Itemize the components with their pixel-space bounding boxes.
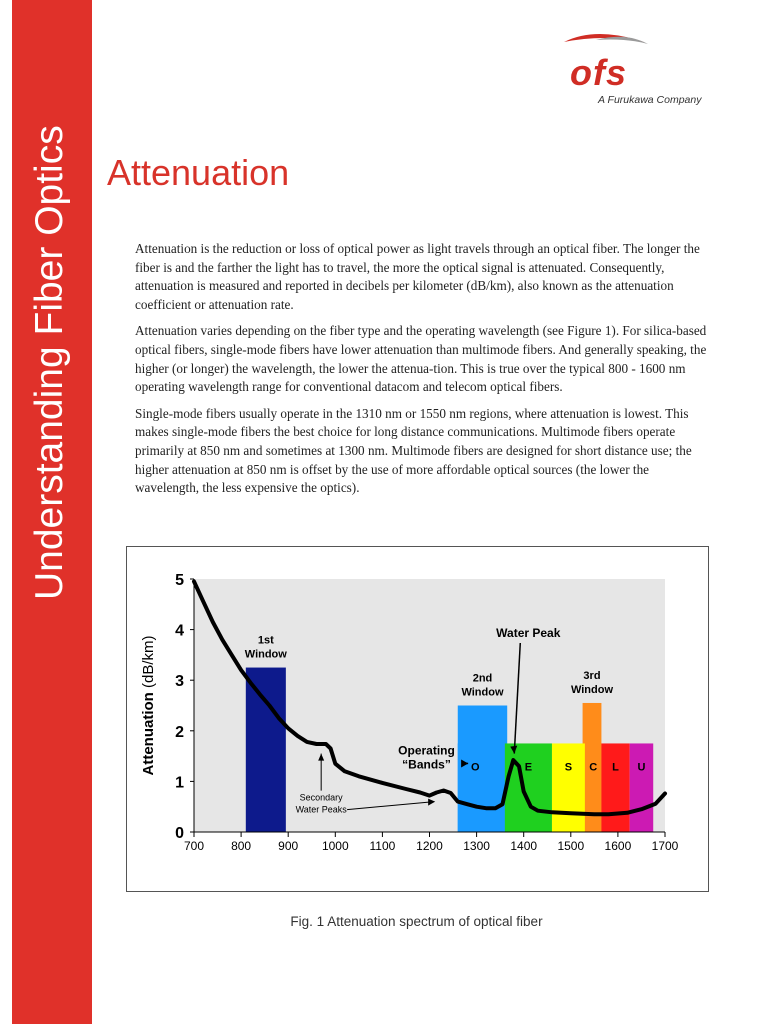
sidebar-title: Understanding Fiber Optics <box>28 125 71 600</box>
y-tick-label: 2 <box>175 723 184 741</box>
operating-bands-label: “Bands” <box>402 757 451 772</box>
y-tick-label: 4 <box>175 622 184 640</box>
x-tick-label: 1700 <box>651 839 679 853</box>
operating-bands-label: Operating <box>398 743 455 758</box>
band-label: U <box>637 761 646 774</box>
x-tick-label: 1600 <box>604 839 632 853</box>
x-tick-label: 800 <box>231 839 252 853</box>
band-bar <box>505 743 552 832</box>
window-label: Window <box>461 686 504 699</box>
band-label: C <box>589 761 598 774</box>
y-tick-label: 1 <box>175 774 184 792</box>
sidebar <box>12 0 92 1024</box>
x-tick-label: 1200 <box>416 839 443 853</box>
x-tick-label: 700 <box>183 839 205 853</box>
y-axis-label: Attenuation (dB/km) <box>140 635 157 776</box>
paragraph: Attenuation is the reduction or loss of optical power as light travels through an optical fiber. The longer the fiber is and the farther the light has to travel, the more the optical signal is attenuated. Consequently, attenuation is measured and reported in decibels per kilometer (dB/km), also known as the attenuation coefficient or attenuation rate. <box>135 241 700 312</box>
window-bar <box>246 668 286 832</box>
x-tick-label: 1100 <box>369 839 396 853</box>
x-tick-label: 1300 <box>463 839 490 853</box>
window-label: 2nd <box>472 672 493 685</box>
body-text <box>135 240 707 506</box>
window-label: 1st <box>257 634 274 647</box>
band-label: S <box>564 761 573 774</box>
paragraph: Attenuation varies depending on the fiber type and the operating wavelength (see Figure 1). For silica-based optical fibers, single-mode fibers have lower attenuation than multimode fibers. And generally speaking, the higher (or longer) the wavelength, the lower the attenua-tion. This is true over the typical 800 - 1600 nm operating wavelength range for conventional datacom and telecom optical fibers. <box>135 323 707 395</box>
y-tick-label: 0 <box>175 825 184 842</box>
y-tick-label: 5 <box>175 572 184 589</box>
x-tick-label: 1500 <box>557 839 585 853</box>
window-label: 3rd <box>583 669 601 682</box>
band-bar <box>458 743 505 832</box>
band-bar <box>630 743 654 832</box>
band-bar <box>552 743 585 832</box>
paragraph: Single-mode fibers usually operate in the 1310 nm or 1550 nm regions, where attenuation is lowest. This makes single-mode fibers the best choice for long distance communications. Multimode fibers operate primarily at 850 nm and sometimes at 1300 nm. Multimode fibers are designed for short distance use; the higher attenuation at 850 nm is offset by the use of more affordable optical sources (the lower the wavelength, the less expensive the optics). <box>135 405 692 496</box>
window-label: Window <box>570 683 614 696</box>
figure-caption: Fig. 1 Attenuation spectrum of optical fiber <box>290 914 543 929</box>
band-label: O <box>471 761 480 774</box>
water-peak-label: Water Peak <box>496 626 561 640</box>
ofs-logo <box>556 28 716 110</box>
band-bar <box>585 743 601 832</box>
page-title: Attenuation <box>107 152 290 193</box>
x-tick-label: 900 <box>278 839 299 853</box>
band-bar <box>601 743 629 832</box>
window-label: Window <box>244 648 287 661</box>
secondary-peaks-label: Secondary <box>299 792 343 803</box>
logo-tagline: A Furukawa Company <box>598 94 702 106</box>
band-label: L <box>612 761 619 774</box>
attenuation-figure <box>126 546 709 892</box>
x-tick-label: 1400 <box>510 839 538 853</box>
attenuation-chart <box>127 547 708 891</box>
logo-wordmark: ofs <box>570 52 627 93</box>
secondary-peaks-label: Water Peaks <box>295 804 347 815</box>
y-tick-label: 3 <box>175 673 184 691</box>
x-tick-label: 1000 <box>321 839 349 853</box>
band-label: E <box>524 761 533 774</box>
